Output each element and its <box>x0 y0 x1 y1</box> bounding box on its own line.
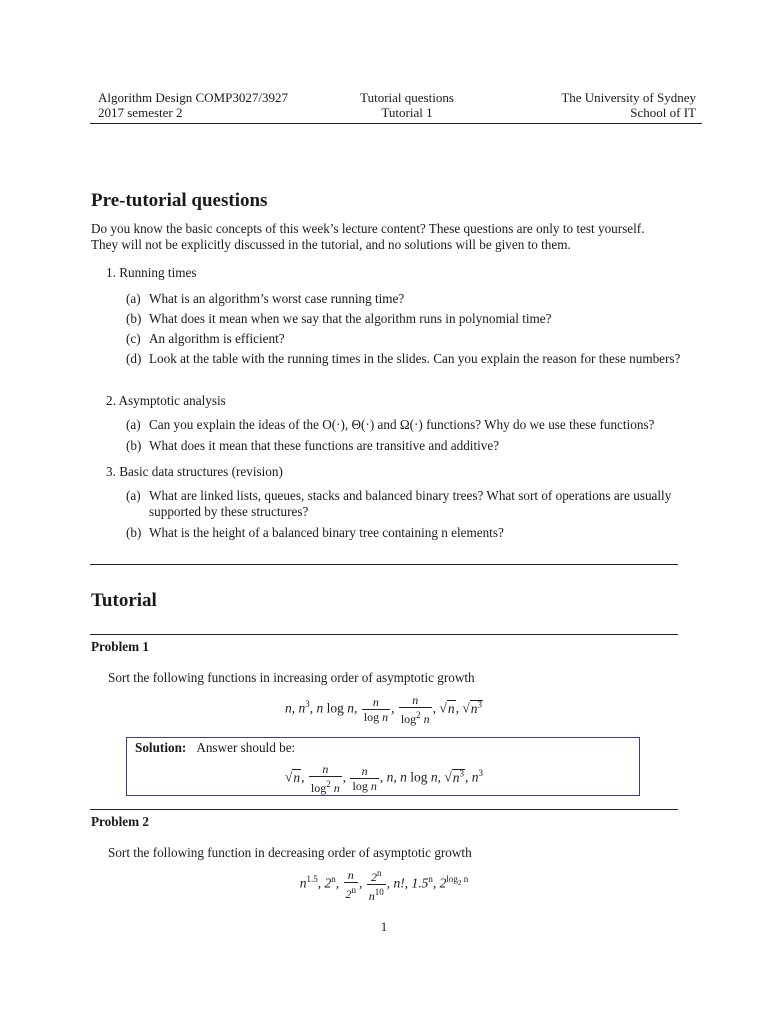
intro-line: They will not be explicitly discussed in the tutorial, and no solutions will be given to them. <box>91 237 571 252</box>
subquestion-label: (a) <box>126 417 141 432</box>
problem-2-formula: $n^{1.5}$, 2$^n$, $\frac{n}{2^n}$ , $\frac{2^n}{n^{10}}$ , n!, 1.5$^n$, $2^{log_2 n}$ <box>299 868 469 903</box>
subquestion-text: What is the height of a balanced binary tree containing n elements? <box>149 525 504 540</box>
solution-label: Solution: <box>135 740 187 755</box>
question-data-structures: 3. Basic data structures (revision) <box>106 464 283 479</box>
tutorial-number: Tutorial 1 <box>381 105 433 120</box>
section-title-pretutorial: Pre-tutorial questions <box>91 190 268 211</box>
question-asymptotic-analysis: 2. Asymptotic analysis <box>106 393 226 408</box>
university-name: The University of Sydney <box>561 90 696 105</box>
subquestion <box>126 351 682 367</box>
question-running-times: 1. Running times <box>106 265 197 280</box>
subquestion <box>126 417 682 433</box>
subquestion-label: (b) <box>126 438 142 453</box>
course-name: Algorithm Design COMP3027/3927 <box>98 90 288 105</box>
subquestion-label: (a) <box>126 488 141 503</box>
problem-1-heading: Problem 1 <box>91 639 149 654</box>
subquestion-label: (b) <box>126 525 142 540</box>
subquestion <box>126 488 682 520</box>
problem-divider <box>90 634 678 635</box>
subquestion <box>126 311 682 327</box>
subquestion-text: An algorithm is efficient? <box>149 331 285 346</box>
subquestion <box>126 438 682 454</box>
subquestion-text: What is an algorithm’s worst case running time? <box>149 291 405 306</box>
page-header <box>98 90 696 120</box>
problem-1-text: Sort the following functions in increasing order of asymptotic growth <box>108 670 475 685</box>
subquestion-text: Can you explain the ideas of the O(·), Θ(·) and Ω(·) functions? Why do we use these functions? <box>149 417 655 432</box>
solution-header <box>135 740 295 756</box>
subquestion <box>126 331 682 347</box>
subquestion-text: What are linked lists, queues, stacks and balanced binary trees? What sort of operations are usually supported by these structures? <box>149 488 672 519</box>
subquestion-text: What does it mean when we say that the algorithm runs in polynomial time? <box>149 311 552 326</box>
subquestion <box>126 525 682 541</box>
header-rule <box>90 123 702 124</box>
intro-paragraph <box>91 221 681 253</box>
subquestion-label: (a) <box>126 291 141 306</box>
section-divider <box>90 564 678 565</box>
subquestion-label: (d) <box>126 351 142 366</box>
intro-line: Do you know the basic concepts of this week’s lecture content? These questions are only to test yourself. <box>91 221 645 236</box>
problem-1-formula: n, $n^3$, n log n, $\frac{n}{\text{log n}}$ , $\frac{n}{\log^2 n}$ , √n, $√n^3$ <box>284 693 483 726</box>
doc-type: Tutorial questions <box>360 90 454 105</box>
school-name: School of IT <box>630 105 696 120</box>
subquestion <box>126 291 682 307</box>
problem-2-heading: Problem 2 <box>91 814 149 829</box>
semester: 2017 semester 2 <box>98 105 183 120</box>
subquestion-text: What does it mean that these functions are transitive and additive? <box>149 438 500 453</box>
subquestion-text: Look at the table with the running times in the slides. Can you explain the reason for these numbers? <box>149 351 681 366</box>
page-number: 1 <box>380 919 388 934</box>
subquestion-label: (c) <box>126 331 141 346</box>
subquestion-label: (b) <box>126 311 142 326</box>
problem-divider <box>90 809 678 810</box>
solution-text: Answer should be: <box>196 740 296 755</box>
solution-formula: √n, $\frac{n}{\log^2 n}$ , $\frac{n}{\text{log n}}$ , n, n log n, $√n^3$, $n^3$ <box>284 762 484 795</box>
problem-2-text: Sort the following function in decreasing order of asymptotic growth <box>108 845 472 860</box>
section-title-tutorial: Tutorial <box>91 590 157 611</box>
